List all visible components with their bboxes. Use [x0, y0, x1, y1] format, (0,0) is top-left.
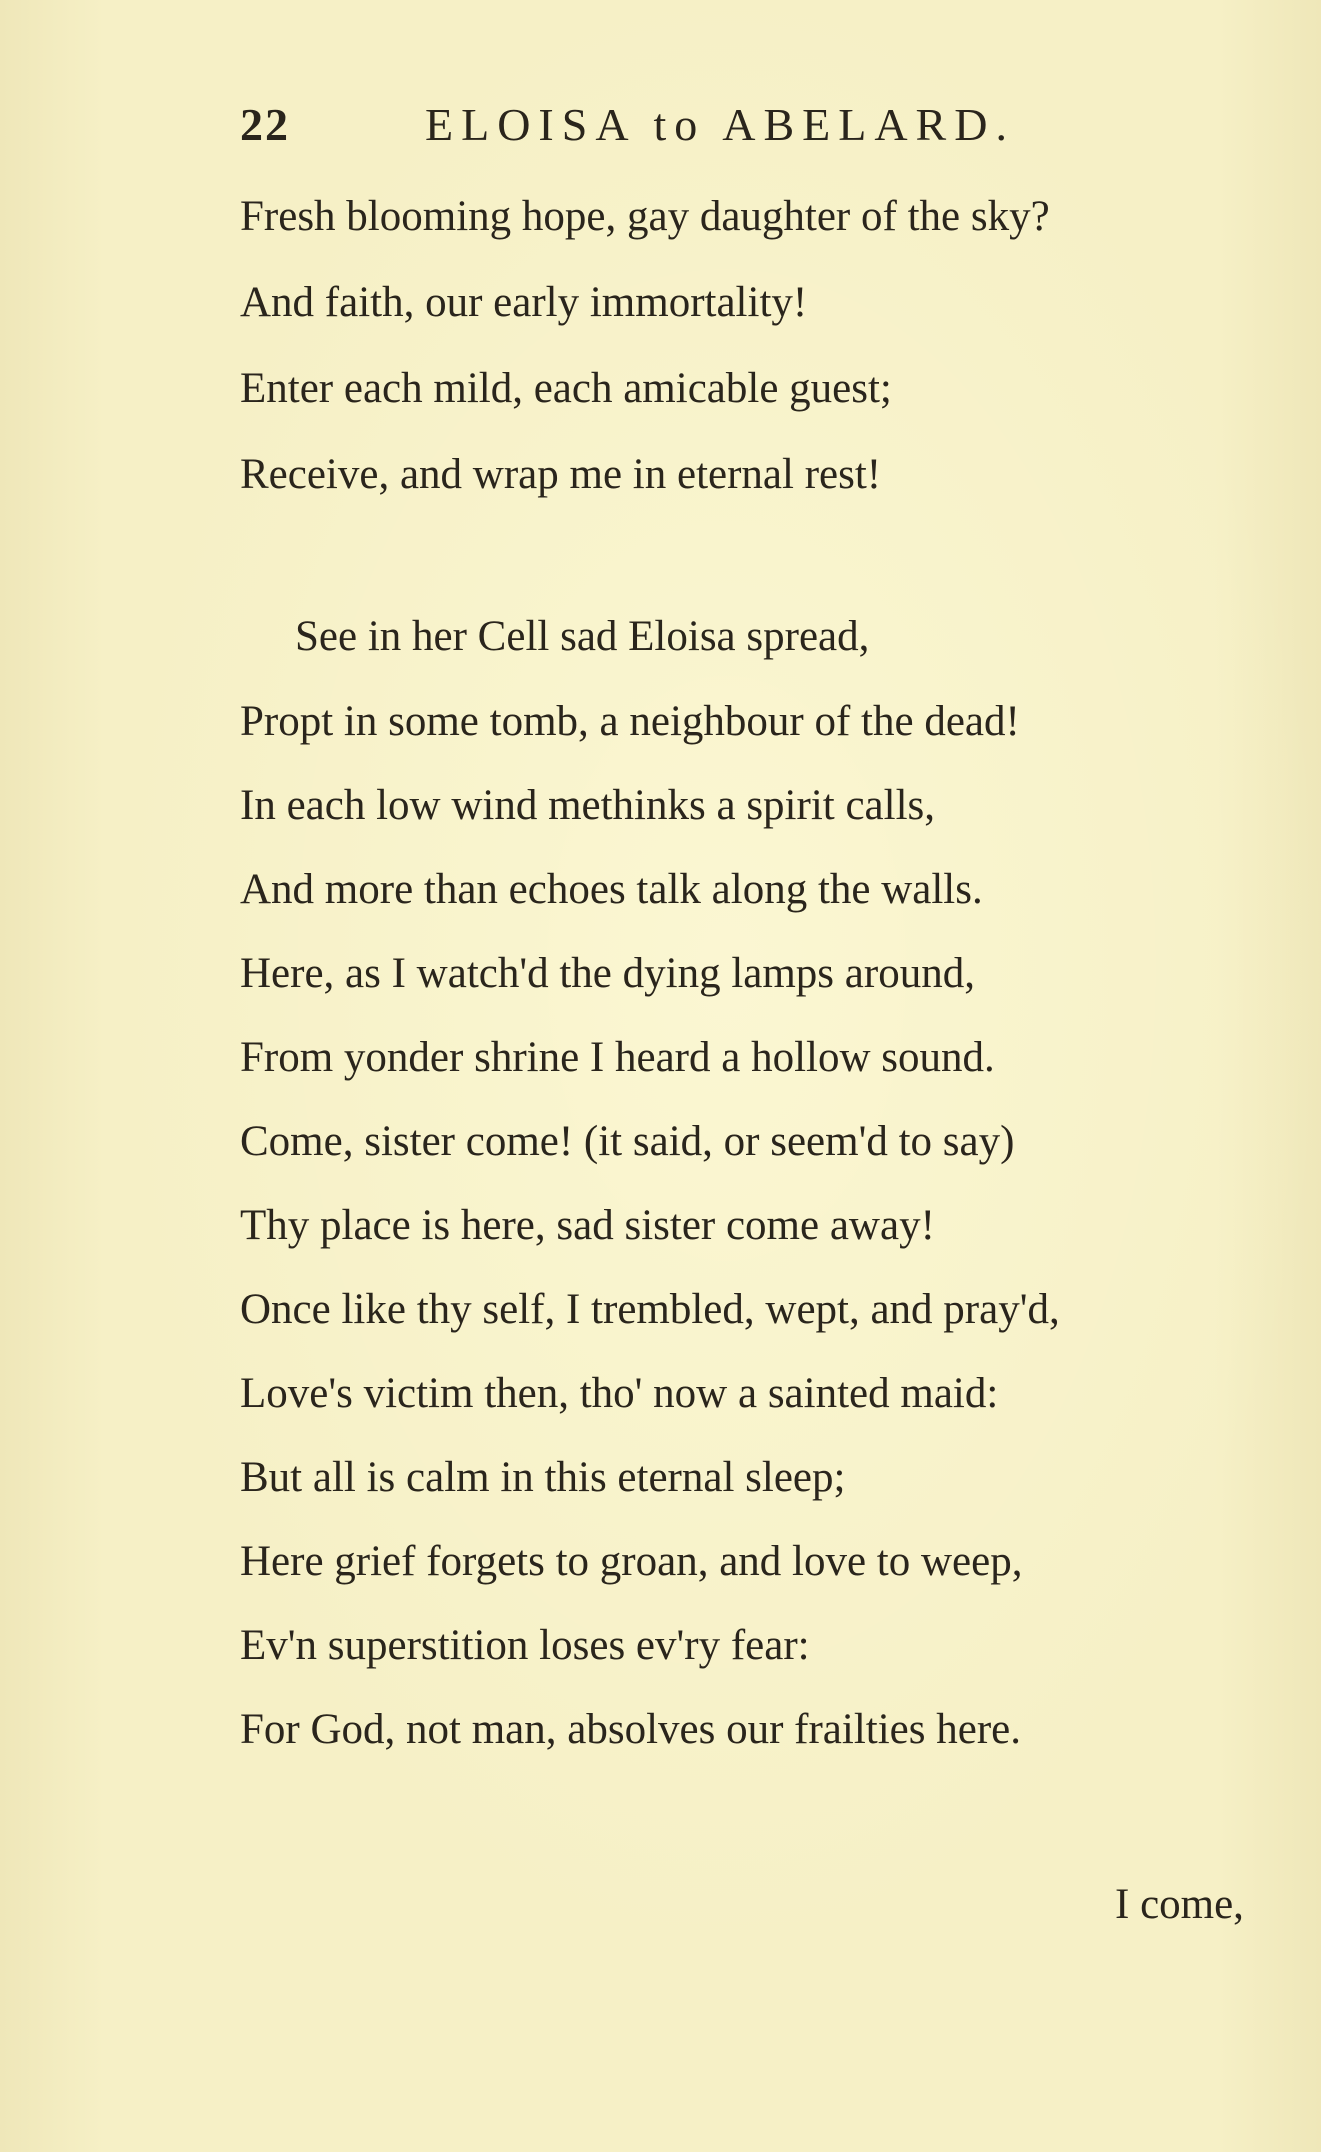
- poem-line: In each low wind methinks a spirit calls,: [240, 782, 936, 829]
- poem-line: Come, sister come! (it said, or seem'd to say): [240, 1118, 1015, 1165]
- poem-line: Love's victim then, tho' now a sainted maid:: [240, 1370, 999, 1417]
- poem-line: And faith, our early immortality!: [240, 279, 808, 326]
- poem-line: For God, not man, absolves our frailties here.: [240, 1706, 1021, 1753]
- page-number: 22: [240, 99, 290, 150]
- catchword: I come,: [1115, 1881, 1244, 1928]
- poem-line: And more than echoes talk along the walls.: [240, 866, 983, 913]
- poem-line: But all is calm in this eternal sleep;: [240, 1454, 846, 1501]
- poem-line: Ev'n superstition loses ev'ry fear:: [240, 1622, 810, 1669]
- poem-line: From yonder shrine I heard a hollow sound.: [240, 1034, 995, 1081]
- poem-line: See in her Cell sad Eloisa spread,: [295, 613, 870, 660]
- poem-line: Here, as I watch'd the dying lamps around,: [240, 950, 975, 997]
- poem-line: Here grief forgets to groan, and love to weep,: [240, 1538, 1023, 1585]
- poem-line: Once like thy self, I trembled, wept, and pray'd,: [240, 1286, 1060, 1333]
- page-header: [240, 98, 1060, 158]
- poem-line: Enter each mild, each amicable guest;: [240, 365, 892, 412]
- poem-line: Thy place is here, sad sister come away!: [240, 1202, 935, 1249]
- poem-line: Receive, and wrap me in eternal rest!: [240, 451, 882, 498]
- poem-line: Fresh blooming hope, gay daughter of the sky?: [240, 193, 1050, 240]
- running-title: ELOISA to ABELARD.: [425, 99, 1015, 150]
- poem-line: Propt in some tomb, a neighbour of the dead!: [240, 698, 1020, 745]
